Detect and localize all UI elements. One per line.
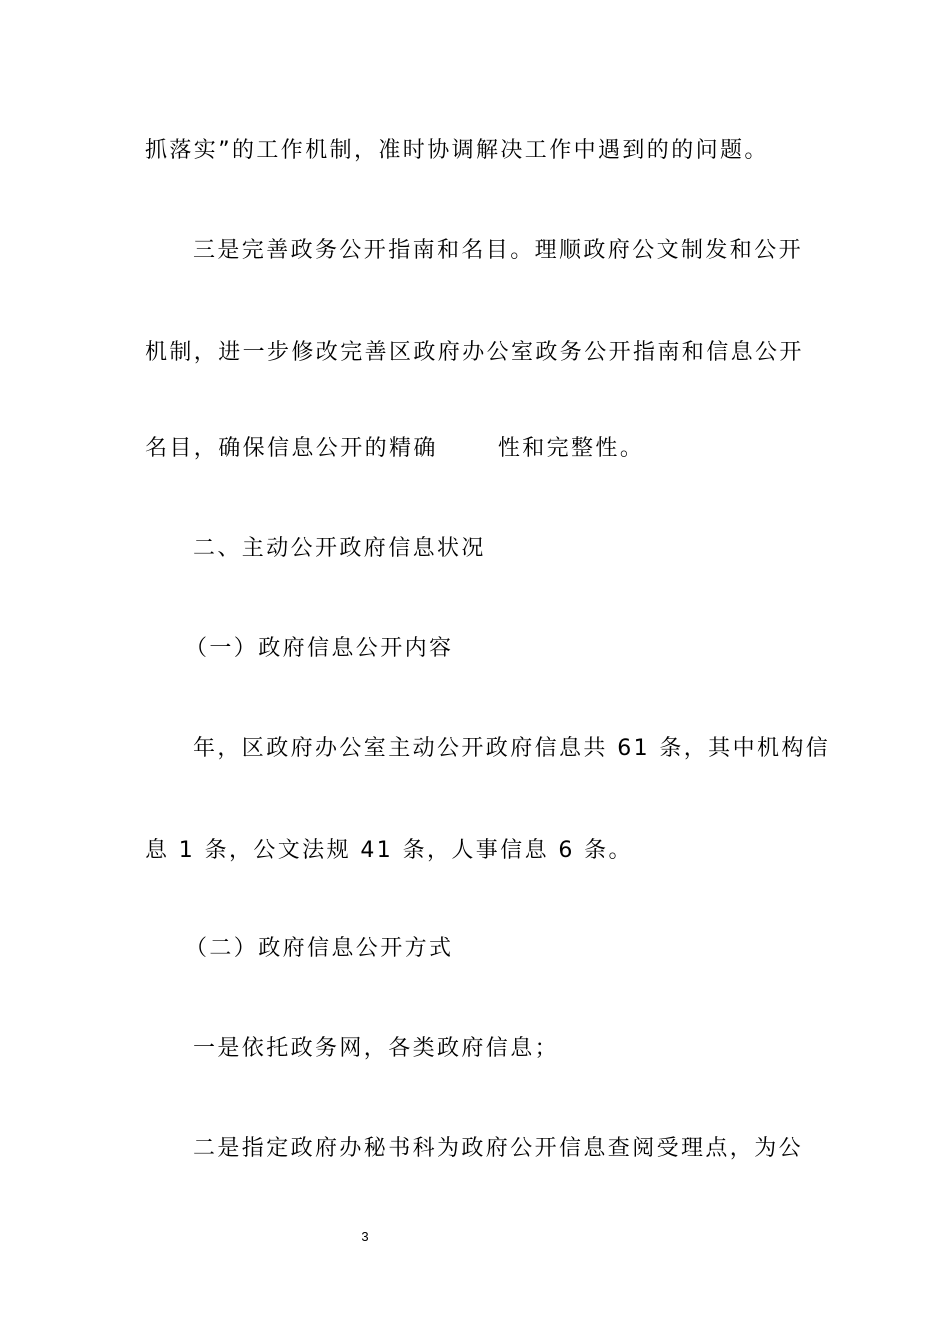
text-line	[145, 836, 810, 866]
text-line-content: 一是依托政务网，各类政府信息；	[193, 1036, 560, 1061]
text-line-content: 抓落实”的工作机制，准时协调解决工作中遇到的的问题。	[145, 138, 769, 163]
text-line	[193, 1034, 858, 1064]
text-line	[193, 236, 858, 266]
text-line	[145, 338, 810, 368]
text-line-content: 年，区政府办公室主动公开政府信息共 61 条，其中机构信	[193, 736, 831, 761]
text-line	[145, 136, 810, 166]
subsection-heading-text: （二）政府信息公开方式	[185, 936, 454, 961]
text-line-content: 名目，确保信息公开的精确	[145, 436, 438, 461]
text-line-content: 二是指定政府办秘书科为政府公开信息查阅受理点，为公	[193, 1136, 804, 1161]
text-line	[145, 434, 810, 464]
text-line	[193, 1134, 858, 1164]
subsection-heading	[185, 934, 850, 964]
text-line	[193, 734, 858, 764]
section-heading	[193, 534, 858, 564]
text-line-content: 机制，进一步修改完善区政府办公室政务公开指南和信息公开	[145, 340, 804, 365]
section-heading-text: 二、主动公开政府信息状况	[193, 536, 486, 561]
text-line-content: 息 1 条，公文法规 41 条，人事信息 6 条。	[145, 838, 633, 863]
subsection-heading-text: （一）政府信息公开内容	[185, 636, 454, 661]
subsection-heading	[185, 634, 850, 664]
text-line-content: 性和完整性。	[497, 436, 645, 461]
text-line-content: 三是完善政务公开指南和名目。理顺政府公文制发和公开	[193, 238, 804, 263]
page-number: 3	[361, 1229, 369, 1244]
